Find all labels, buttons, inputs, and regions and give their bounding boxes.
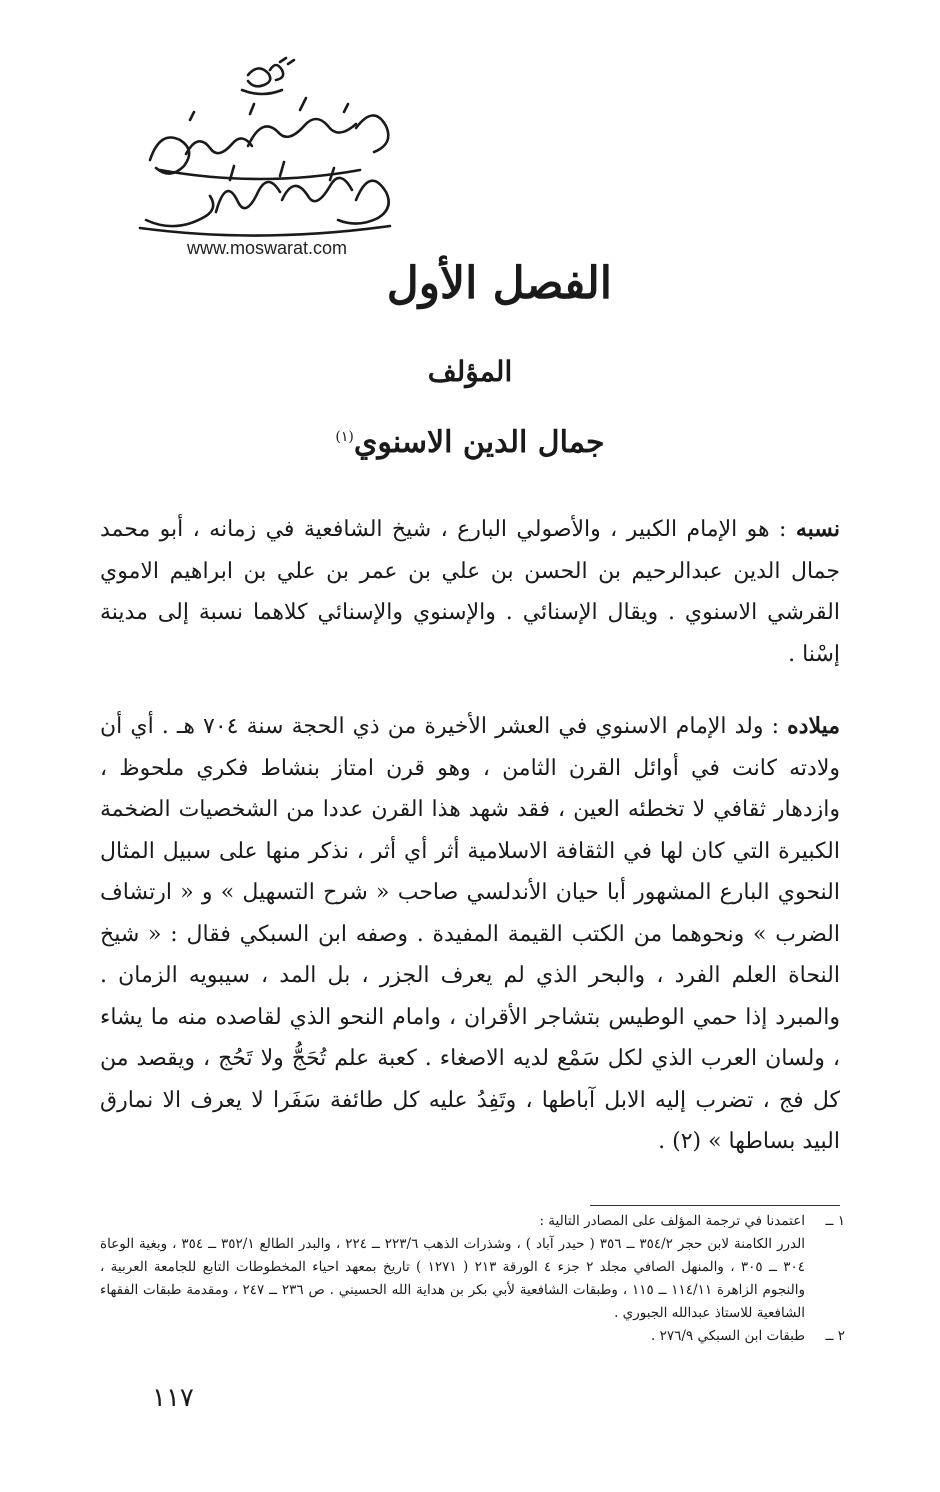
footnote	[100, 1210, 845, 1325]
section-title: المؤلف	[427, 355, 513, 388]
footnote-number: ٢ ــ	[825, 1328, 845, 1344]
calligraphy-stamp	[130, 50, 410, 265]
paragraph-text: : ولد الإمام الاسنوي في العشر الأخيرة من ذي الحجة سنة ٧٠٤ هـ . أي أن ولادته كانت في أوائل القرن الثامن ، وهو قرن امتاز بنشاط فكري ملحوظ ، وازدهار ثقافي لا تخطئه العين ، فقد شهد هذا القرن عددا من الشخصيات الضخمة الكبيرة التي كان لها في الثقافة الاسلامية أثر أي أثر ، نذكر منها على سبيل المثال النحوي البارع المشهور أبا حيان الأندلسي صاحب « شرح التسهيل » و « ارتشاف الضرب » ونحوهما من الكتب القيمة المفيدة . وصفه ابن السبكي فقال : « شيخ النحاة العلم الفرد ، والبحر الذي لم يعرف الجزر ، بل المد ، سيبويه الزمان . والمبرد إذا حمي الوطيس بتشاجر الأقران ، وامام النحو الذي لقاصده منه ما يشاء ، ولسان العرب الذي لكل سَمْع لديه الاصغاء . كعبة علم تُحَجُّ ولا تَحُج ، ويقصد من كل فج ، تضرب إليه الابل آباطها ، وتَفِدُ عليه كل طائفة سَفَرا لا يعرف الا نمارق البيد بساطها » (٢) .	[100, 714, 840, 1154]
page-number: ١١٧	[152, 1383, 194, 1413]
paragraph-lineage	[100, 509, 840, 675]
footnote-ref-1: (١)	[335, 429, 354, 445]
footnote-line: طبقات ابن السبكي ٢٧٦/٩ .	[651, 1328, 805, 1344]
paragraph-text: : هو الإمام الكبير ، والأصولي البارع ، شيخ الشافعية في زمانه ، أبو محمد جمال الدين عبدالرحيم بن الحسن بن علي بن عمر بن علي بن ابراهيم الاموي القرشي الاسنوي . ويقال الإسنائي . والإسنوي والإسنائي كلاهما نسبة إلى مدينة إسْنا .	[100, 517, 840, 667]
paragraph-birth	[100, 706, 840, 1163]
footnotes	[100, 1210, 845, 1348]
paragraph-lead: ميلاده	[787, 713, 840, 739]
calligraphy-signature-icon	[130, 50, 410, 240]
chapter-title: الفصل الأول	[386, 258, 612, 309]
footnote-number: ١ ــ	[825, 1213, 845, 1229]
footnote-divider	[590, 1205, 840, 1206]
paragraph-lead: نسبه	[795, 516, 840, 542]
author-name-heading	[0, 425, 940, 460]
author-name: جمال الدين الاسنوي	[353, 425, 605, 460]
footnote	[100, 1325, 845, 1348]
footnote-line: اعتمدنا في ترجمة المؤلف على المصادر التالية :	[539, 1213, 805, 1229]
website-url: www.moswarat.com	[186, 238, 348, 258]
footnote-line: الدرر الكامنة لابن حجر ٣٥٤/٢ ــ ٣٥٦ ( حيدر آباد ) ، وشذرات الذهب ٢٢٣/٦ ــ ٢٢٤ ، والبدر الطالع ٣٥٢/١ ــ ٣٥٤ ، وبغية الوعاة ٣٠٤ ــ ٣٠٥ ، والمنهل الصافي مجلد ٢ جزء ٤ الورقة ٢١٣ ( ١٢٧١ ) تاريخ بمعهد احياء المخطوطات التابع للجامعة العربية ، والنجوم الزاهرة ١١٤/١١ ــ ١١٥ ، وطبقات الشافعية لأبي بكر بن هداية الله الحسيني . ص ٢٣٦ ــ ٢٤٧ ، ومقدمة طبقات الفقهاء الشافعية للاستاذ عبدالله الجبوري .	[100, 1236, 805, 1321]
